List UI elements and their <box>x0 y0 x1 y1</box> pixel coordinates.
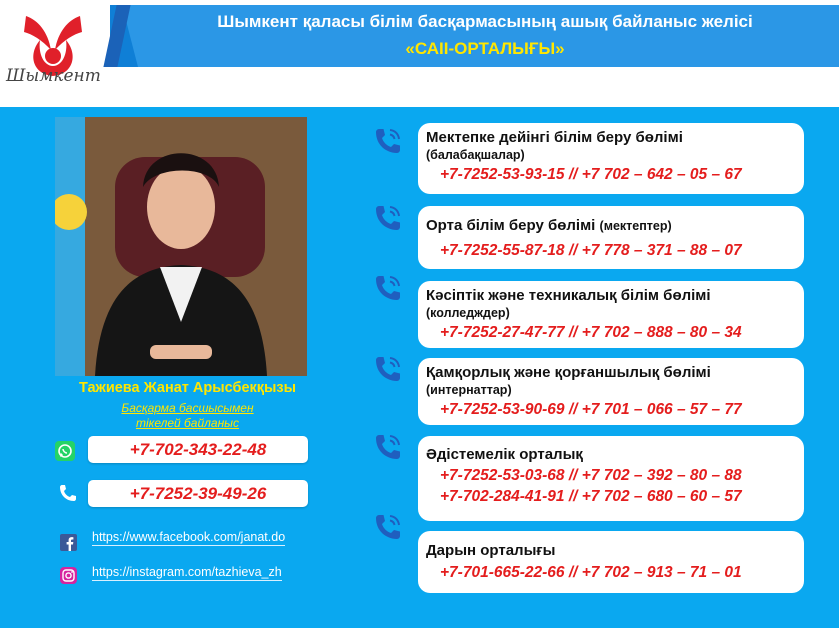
department-title-text: Орта білім беру бөлімі <box>426 217 596 234</box>
department-card-secondary <box>418 206 804 269</box>
department-card-preschool <box>418 123 804 194</box>
department-phone[interactable]: +7-702-284-41-91 // +7 702 – 680 – 60 – 57 <box>440 488 742 505</box>
department-card-daryn <box>418 531 804 593</box>
department-phone-icon <box>373 354 403 384</box>
department-phone-icon <box>373 273 403 303</box>
department-card-vocational <box>418 281 804 348</box>
department-phone-icon <box>373 432 403 462</box>
logo-text: Шымкент <box>6 66 101 86</box>
department-phone[interactable]: +7-7252-53-03-68 // +7 702 – 392 – 80 – 88 <box>440 467 742 484</box>
whatsapp-icon[interactable] <box>55 441 75 461</box>
department-title: Дарын орталығы <box>426 542 556 559</box>
department-phone-icon <box>373 512 403 542</box>
department-card-guardianship <box>418 358 804 425</box>
department-phone-icon <box>373 203 403 233</box>
department-title <box>426 216 804 236</box>
department-phone[interactable]: +7-7252-53-93-15 // +7 702 – 642 – 05 – 67 <box>440 166 742 183</box>
header-title: Шымкент қаласы білім басқармасының ашық байланыс желісі <box>217 12 753 31</box>
profile-name: Тажиева Жанат Арысбекқызы <box>78 380 297 396</box>
header-subtitle: «САІІ-ОРТАЛЫҒЫ» <box>405 39 565 58</box>
department-phone[interactable]: +7-7252-55-87-18 // +7 778 – 371 – 88 – 07 <box>440 242 742 259</box>
phone-icon[interactable] <box>58 483 78 503</box>
instagram-icon[interactable] <box>60 567 77 584</box>
office-phone[interactable]: +7-7252-39-49-26 <box>88 480 308 507</box>
department-subtitle: (балабақшалар) <box>426 148 525 162</box>
facebook-icon[interactable] <box>60 534 77 551</box>
department-title: Кәсіптік және техникалық білім бөлімі <box>426 287 711 304</box>
department-phone[interactable]: +7-7252-27-47-77 // +7 702 – 888 – 80 – 34 <box>440 324 742 341</box>
department-phone-icon <box>373 126 403 156</box>
profile-role-line1: Басқарма басшысымен <box>121 401 254 415</box>
instagram-link[interactable]: https://instagram.com/tazhieva_zh <box>92 565 282 579</box>
whatsapp-phone[interactable]: +7-702-343-22-48 <box>88 436 308 463</box>
department-subtitle: (интернаттар) <box>426 383 512 397</box>
department-title: Қамқорлық және қорғаншылық бөлімі <box>426 364 711 381</box>
department-title: Мектепке дейінгі білім беру бөлімі <box>426 129 683 146</box>
department-subtitle: (мектептер) <box>599 219 672 233</box>
department-phone[interactable]: +7-701-665-22-66 // +7 702 – 913 – 71 – 01 <box>440 564 742 581</box>
department-card-methodical <box>418 436 804 521</box>
department-phone[interactable]: +7-7252-53-90-69 // +7 701 – 066 – 57 – 77 <box>440 401 742 418</box>
profile-photo <box>55 117 307 376</box>
department-title: Әдістемелік орталық <box>426 446 583 463</box>
department-subtitle: (колледждер) <box>426 306 510 320</box>
profile-role-line2: тікелей байланыс <box>135 416 240 430</box>
facebook-link[interactable]: https://www.facebook.com/janat.do <box>92 530 286 544</box>
